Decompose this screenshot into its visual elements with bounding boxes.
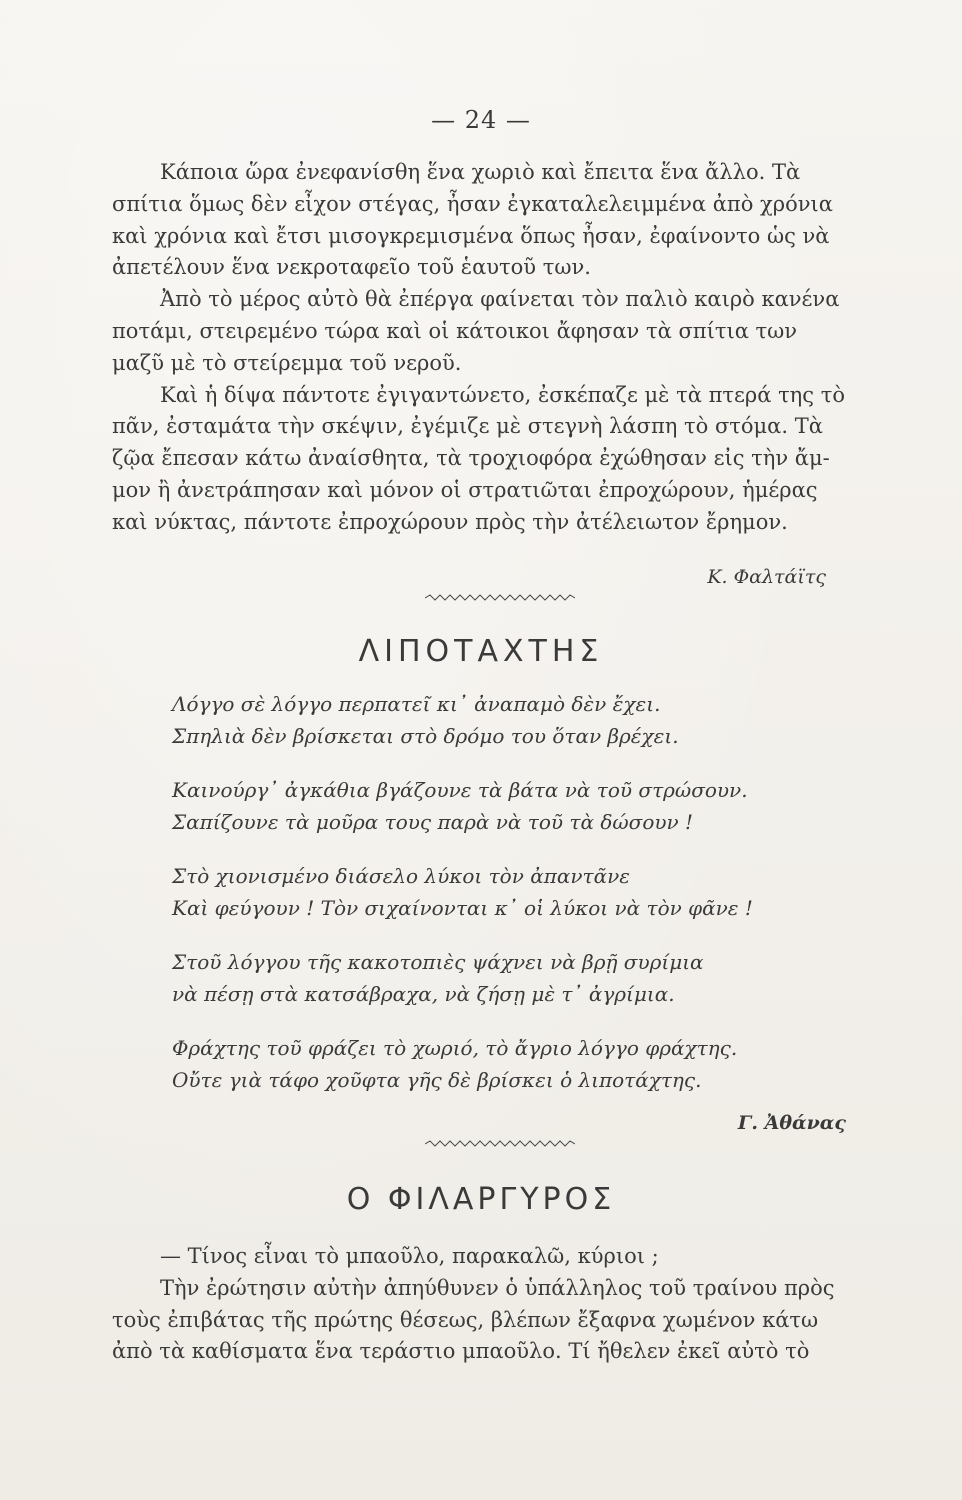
poem-verse: νὰ πέσῃ στὰ κατσάβραχα, νὰ ζήσῃ μὲ τ᾽ ἀγρίμια.	[172, 981, 675, 1006]
poem-stanza	[172, 689, 872, 752]
text-line: Τὴν ἐρώτησιν αὐτὴν ἀπηύθυνεν ὁ ὑπάλληλος τοῦ τραίνου πρὸς	[160, 1275, 835, 1300]
text-line: καὶ χρόνια καὶ ἔτσι μισογκρεμισμένα ὅπως ἦσαν, ἐφαίνοντο ὡς νὰ	[112, 223, 830, 248]
text-line: ἀπὸ τὰ καθίσματα ἕνα τεράστιο μπαοῦλο. Τί ἤθελεν ἐκεῖ αὐτὸ τὸ	[112, 1339, 810, 1364]
poem-verse: Σαπίζουνε τὰ μοῦρα τους παρὰ νὰ τοῦ τὰ δώσουν !	[172, 809, 694, 834]
poem-title: ΛΙΠΟΤΑΧΤΗΣ	[358, 634, 604, 669]
poet-signature: Γ. Ἀθάνας	[737, 1112, 846, 1134]
text-line: ποτάμι, στειρεμένο τώρα καὶ οἱ κάτοικοι ἄφησαν τὰ σπίτια των	[112, 318, 798, 343]
author-signature: Κ. Φαλτάϊτς	[707, 566, 826, 588]
text-line: τοὺς ἐπιβάτας τῆς πρώτης θέσεως, βλέπων ἔξαφνα χωμένον κάτω	[112, 1307, 819, 1332]
text-line: μαζῦ μὲ τὸ στείρεμμα τοῦ νεροῦ.	[112, 350, 462, 375]
text-line: πᾶν, ἐσταμάτα τὴν σκέψιν, ἐγέμιζε μὲ στεγνὴ λάσπη τὸ στόμα. Τὰ	[112, 414, 823, 439]
poem-verse: Λόγγο σὲ λόγγο περπατεῖ κι᾽ ἀναπαμὸ δὲν ἔχει.	[172, 692, 661, 716]
poem-verse: Σπηλιὰ δὲν βρίσκεται στὸ δρόμο του ὅταν βρέχει.	[172, 723, 679, 748]
poem-verse: Καὶ φεύγουν ! Τὸν σιχαίνονται κ᾽ οἱ λύκοι νὰ τὸν φᾶνε !	[172, 895, 753, 920]
poem-verse: Στοῦ λόγγου τῆς κακοτοπιὲς ψάχνει νὰ βρῇ συρίμια	[172, 950, 704, 974]
text-line: μον ἢ ἀνετράπησαν καὶ μόνον οἱ στρατιῶται ἐπροχώρουν, ἡμέρας	[112, 477, 818, 502]
poem-body	[172, 689, 872, 1119]
poem-stanza	[172, 947, 872, 1010]
text-line: Ἀπὸ τὸ μέρος αὐτὸ θὰ ἐπέργα φαίνεται τὸν παλιὸ καιρὸ κανένα	[160, 287, 840, 312]
text-line: Καὶ ἡ δίψα πάντοτε ἐγιγαντώνετο, ἐσκέπαζε μὲ τὰ πτερά της τὸ	[160, 382, 845, 407]
poem-stanza	[172, 775, 872, 838]
text-line: Κάποια ὥρα ἐνεφανίσθη ἕνα χωριὸ καὶ ἔπειτα ἕνα ἄλλο. Τὰ	[160, 160, 801, 184]
story-text	[112, 1241, 880, 1368]
text-line: καὶ νύκτας, πάντοτε ἐπροχώρουν πρὸς τὴν ἀτέλειωτον ἔρημον.	[112, 509, 788, 534]
story-title: Ο ΦΙΛΑΡΓΥΡΟΣ	[346, 1182, 616, 1217]
text-line: ζῷα ἔπεσαν κάτω ἀναίσθητα, τὰ τροχιοφόρα ἐχώθησαν εἰς τὴν ἄμ-	[112, 446, 830, 471]
story-text	[112, 157, 880, 539]
ornament-divider	[425, 594, 575, 602]
text-line: — Τίνος εἶναι τὸ μπαοῦλο, παρακαλῶ, κύριοι ;	[160, 1244, 659, 1268]
poem-verse: Καινούργ᾽ ἀγκάθια βγάζουνε τὰ βάτα νὰ τοῦ στρώσουν.	[172, 778, 748, 802]
page-number: — 24 —	[431, 106, 531, 134]
poem-verse: Στὸ χιονισμένο διάσελο λύκοι τὸν ἀπαντᾶνε	[172, 864, 630, 888]
poem-stanza	[172, 861, 872, 924]
poem-stanza	[172, 1033, 872, 1096]
ornament-divider	[425, 1140, 575, 1148]
poem-verse: Οὔτε γιὰ τάφο χοῦφτα γῆς δὲ βρίσκει ὁ λιποτάχτης.	[172, 1067, 702, 1092]
text-line: ἀπετέλουν ἕνα νεκροταφεῖο τοῦ ἑαυτοῦ των.	[112, 255, 591, 280]
text-line: σπίτια ὅμως δὲν εἶχον στέγας, ἦσαν ἐγκαταλελειμμένα ἀπὸ χρόνια	[112, 191, 833, 216]
poem-verse: Φράχτης τοῦ φράζει τὸ χωριό, τὸ ἄγριο λόγγο φράχτης.	[172, 1036, 738, 1060]
